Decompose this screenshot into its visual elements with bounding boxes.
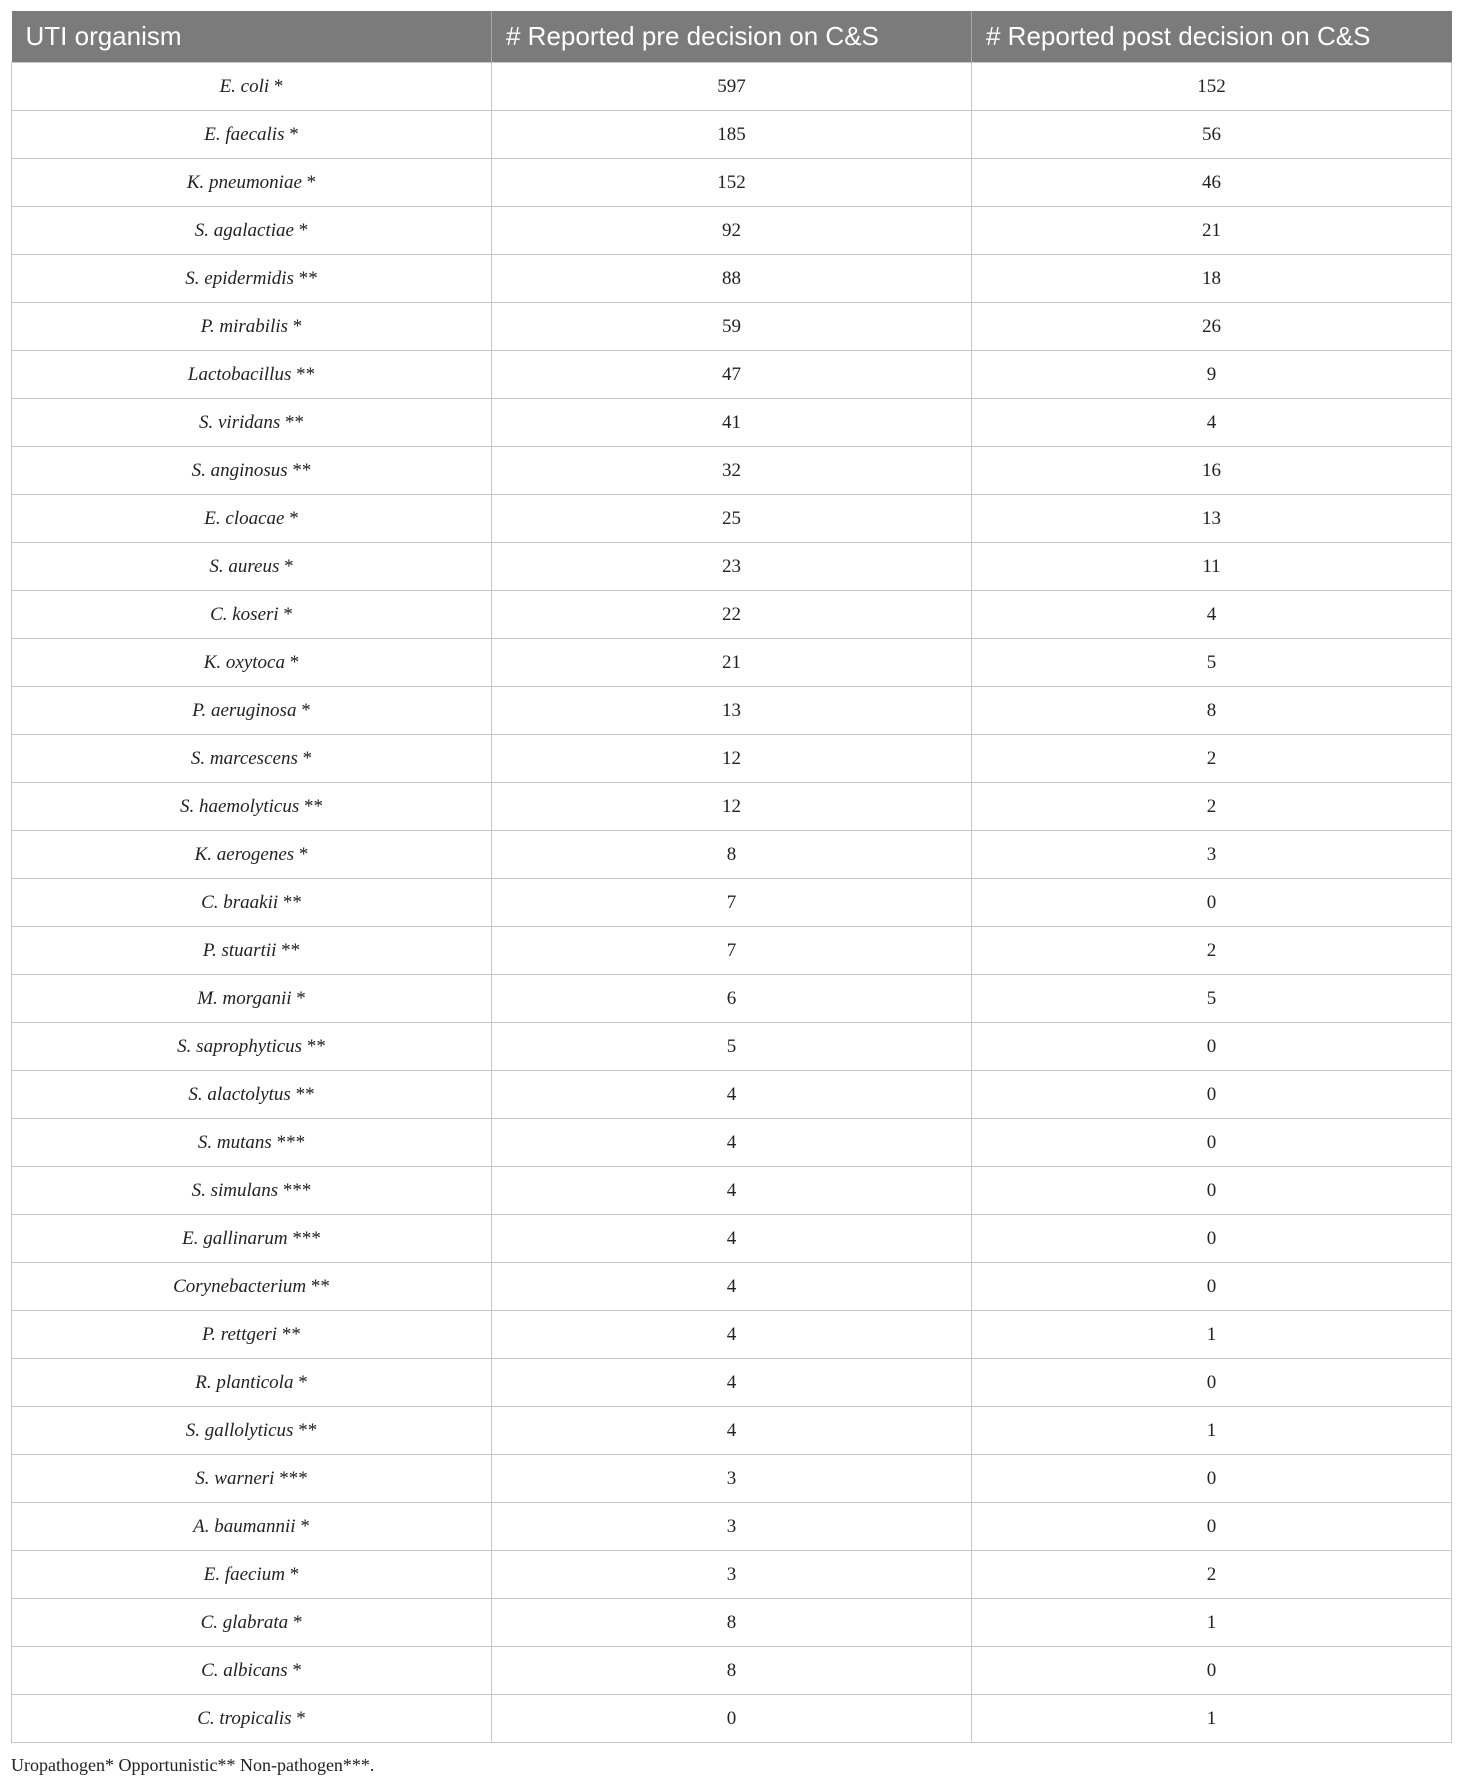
reported-post-cell: 152 [972,63,1452,111]
reported-pre-cell: 32 [492,447,972,495]
reported-post-cell: 2 [972,735,1452,783]
organism-class-mark: * [292,1611,303,1633]
reported-post-cell: 18 [972,255,1452,303]
reported-pre-cell: 3 [492,1455,972,1503]
organism-cell [12,1023,492,1071]
table-row [12,63,1452,111]
reported-post-cell: 16 [972,447,1452,495]
table-row [12,447,1452,495]
table-row [12,1695,1452,1743]
reported-pre-cell: 23 [492,543,972,591]
organism-cell [12,303,492,351]
reported-post-cell: 5 [972,975,1452,1023]
organism-class-mark: ** [296,363,316,385]
reported-post-cell: 3 [972,831,1452,879]
organism-cell [12,399,492,447]
table-row [12,1023,1452,1071]
organism-name: E. faecium [203,1563,285,1585]
table-row [12,1407,1452,1455]
reported-pre-cell: 8 [492,831,972,879]
reported-pre-cell: 7 [492,879,972,927]
reported-pre-cell: 3 [492,1551,972,1599]
organism-class-mark: * [292,315,303,337]
reported-pre-cell: 152 [492,159,972,207]
table-row [12,1647,1452,1695]
reported-post-cell: 4 [972,399,1452,447]
organism-cell [12,879,492,927]
organism-cell [12,1119,492,1167]
reported-post-cell: 11 [972,543,1452,591]
table-row [12,927,1452,975]
table-row [12,687,1452,735]
table-footnote: Uropathogen* Opportunistic** Non-pathogen***. [11,1755,375,1775]
organism-cell [12,1311,492,1359]
reported-post-cell: 26 [972,303,1452,351]
organism-class-mark: * [296,987,306,1009]
reported-post-cell: 0 [972,1503,1452,1551]
organism-cell [12,351,492,399]
organism-class-mark: * [292,1659,302,1681]
organism-cell [12,447,492,495]
reported-post-cell: 0 [972,1071,1452,1119]
organism-cell [12,1455,492,1503]
reported-pre-cell: 12 [492,783,972,831]
organism-cell [12,1263,492,1311]
organism-class-mark: *** [292,1227,321,1249]
organism-class-mark: ** [295,1083,315,1105]
organism-cell [12,1359,492,1407]
organism-cell [12,63,492,111]
organism-class-mark: * [298,843,309,865]
organism-cell [12,1215,492,1263]
organism-name: S. agalactiae [194,219,294,241]
organism-name: S. viridans [198,411,281,433]
organism-class-mark: ** [285,411,305,433]
table-row [12,1263,1452,1311]
organism-name: P. rettgeri [202,1323,278,1345]
organism-name: Lactobacillus [187,363,292,385]
reported-pre-cell: 4 [492,1071,972,1119]
reported-post-cell: 46 [972,159,1452,207]
reported-pre-cell: 6 [492,975,972,1023]
reported-pre-cell: 4 [492,1359,972,1407]
organism-name: S. epidermidis [185,267,294,289]
organism-class-mark: ** [304,795,323,817]
organism-name: S. marcescens [190,747,298,769]
reported-pre-cell: 21 [492,639,972,687]
organism-name: E. cloacae [204,507,285,529]
organism-name: E. coli [219,75,270,97]
reported-post-cell: 0 [972,879,1452,927]
organism-class-mark: ** [282,891,302,913]
organism-name: S. anginosus [191,459,288,481]
reported-pre-cell: 7 [492,927,972,975]
organism-class-mark: * [306,171,317,193]
organism-cell [12,1647,492,1695]
table-row [12,255,1452,303]
table-row [12,303,1452,351]
organism-name: E. faecalis [204,123,285,145]
reported-pre-cell: 8 [492,1599,972,1647]
organism-name: C. tropicalis [197,1707,292,1729]
organism-class-mark: * [284,555,294,577]
table-row [12,1551,1452,1599]
organism-class-mark: ** [281,1323,301,1345]
organism-name: S. haemolyticus [179,795,300,817]
organism-cell [12,1167,492,1215]
reported-pre-cell: 25 [492,495,972,543]
table-row [12,831,1452,879]
organism-cell [12,1551,492,1599]
organism-class-mark: *** [279,1467,308,1489]
reported-pre-cell: 4 [492,1311,972,1359]
reported-post-cell: 9 [972,351,1452,399]
organism-class-mark: *** [282,1179,312,1201]
reported-pre-cell: 47 [492,351,972,399]
table-row [12,159,1452,207]
header-uti-organism: UTI organism [12,11,492,63]
table-row [12,879,1452,927]
reported-pre-cell: 41 [492,399,972,447]
organism-name: P. aeruginosa [192,699,297,721]
organism-name: K. pneumoniae [186,171,302,193]
table-row [12,1311,1452,1359]
table-row [12,543,1452,591]
header-reported-pre: # Reported pre decision on C&S [492,11,972,63]
organism-cell [12,735,492,783]
reported-pre-cell: 4 [492,1407,972,1455]
organism-table-container [11,11,1451,1743]
table-row [12,1455,1452,1503]
organism-cell [12,831,492,879]
organism-name: S. mutans [197,1131,272,1153]
organism-name: A. baumannii [193,1515,296,1537]
reported-pre-cell: 88 [492,255,972,303]
header-reported-post: # Reported post decision on C&S [972,11,1452,63]
organism-cell [12,543,492,591]
reported-post-cell: 0 [972,1647,1452,1695]
table-row [12,639,1452,687]
organism-class-mark: * [289,1563,300,1585]
organism-class-mark: * [300,1515,310,1537]
table-row [12,495,1452,543]
table-row [12,1599,1452,1647]
table-row [12,111,1452,159]
organism-class-mark: * [301,699,311,721]
organism-class-mark: * [296,1707,306,1729]
organism-class-mark: * [289,651,300,673]
organism-cell [12,1071,492,1119]
table-row [12,1503,1452,1551]
reported-post-cell: 13 [972,495,1452,543]
reported-pre-cell: 4 [492,1119,972,1167]
organism-class-mark: ** [310,1275,330,1297]
organism-name: Corynebacterium [173,1275,307,1297]
table-row [12,783,1452,831]
reported-post-cell: 2 [972,783,1452,831]
organism-cell [12,687,492,735]
reported-pre-cell: 0 [492,1695,972,1743]
table-row [12,399,1452,447]
table-header-row [12,11,1452,63]
organism-cell [12,591,492,639]
table-row [12,1071,1452,1119]
table-row [12,207,1452,255]
organism-class-mark: * [298,219,309,241]
table-row [12,351,1452,399]
reported-post-cell: 4 [972,591,1452,639]
reported-post-cell: 1 [972,1695,1452,1743]
reported-post-cell: 0 [972,1167,1452,1215]
reported-post-cell: 5 [972,639,1452,687]
table-row [12,1119,1452,1167]
organism-name: S. aureus [209,555,280,577]
reported-pre-cell: 4 [492,1167,972,1215]
reported-pre-cell: 92 [492,207,972,255]
reported-post-cell: 2 [972,1551,1452,1599]
organism-name: C. koseri [210,603,279,625]
reported-post-cell: 0 [972,1119,1452,1167]
organism-cell [12,927,492,975]
reported-post-cell: 8 [972,687,1452,735]
reported-pre-cell: 8 [492,1647,972,1695]
organism-class-mark: * [289,123,299,145]
organism-name: P. stuartii [202,939,277,961]
table-row [12,735,1452,783]
reported-pre-cell: 3 [492,1503,972,1551]
organism-name: C. braakii [201,891,279,913]
reported-post-cell: 1 [972,1407,1452,1455]
reported-pre-cell: 59 [492,303,972,351]
reported-post-cell: 1 [972,1599,1452,1647]
organism-class-mark: * [302,747,313,769]
organism-class-mark: * [273,75,284,97]
reported-pre-cell: 12 [492,735,972,783]
organism-name: C. glabrata [200,1611,289,1633]
table-row [12,1359,1452,1407]
organism-name: S. simulans [191,1179,279,1201]
table-body [12,63,1452,1743]
table-row [12,975,1452,1023]
table-row [12,1167,1452,1215]
organism-class-mark: ** [292,459,312,481]
organism-class-mark: * [298,1371,308,1393]
reported-post-cell: 0 [972,1455,1452,1503]
reported-pre-cell: 4 [492,1263,972,1311]
reported-pre-cell: 185 [492,111,972,159]
organism-cell [12,975,492,1023]
reported-post-cell: 21 [972,207,1452,255]
organism-name: S. gallolyticus [185,1419,294,1441]
reported-pre-cell: 22 [492,591,972,639]
organism-cell [12,111,492,159]
organism-cell [12,495,492,543]
reported-pre-cell: 4 [492,1215,972,1263]
organism-cell [12,639,492,687]
organism-name: S. alactolytus [188,1083,291,1105]
organism-class-mark: *** [276,1131,306,1153]
organism-class-mark: ** [281,939,301,961]
reported-post-cell: 2 [972,927,1452,975]
organism-cell [12,1695,492,1743]
organism-class-mark: * [289,507,299,529]
reported-post-cell: 56 [972,111,1452,159]
organism-cell [12,1503,492,1551]
organism-class-mark: * [283,603,293,625]
table-row [12,1215,1452,1263]
reported-post-cell: 1 [972,1311,1452,1359]
organism-name: K. oxytoca [203,651,285,673]
organism-name: E. gallinarum [182,1227,288,1249]
reported-post-cell: 0 [972,1215,1452,1263]
organism-cell [12,159,492,207]
reported-post-cell: 0 [972,1359,1452,1407]
organism-cell [12,783,492,831]
organism-name: C. albicans [201,1659,288,1681]
organism-name: K. aerogenes [194,843,295,865]
organism-class-mark: ** [306,1035,326,1057]
reported-post-cell: 0 [972,1263,1452,1311]
organism-cell [12,255,492,303]
organism-name: P. mirabilis [200,315,289,337]
organism-class-mark: ** [298,1419,318,1441]
organism-cell [12,1407,492,1455]
table-row [12,591,1452,639]
organism-name: S. warneri [195,1467,275,1489]
organism-name: M. morganii [197,987,292,1009]
reported-pre-cell: 13 [492,687,972,735]
organism-cell [12,207,492,255]
organism-cell [12,1599,492,1647]
organism-class-mark: ** [298,267,318,289]
reported-post-cell: 0 [972,1023,1452,1071]
organism-name: R. planticola [195,1371,294,1393]
organism-name: S. saprophyticus [177,1035,303,1057]
organism-table [11,11,1452,1743]
reported-pre-cell: 5 [492,1023,972,1071]
reported-pre-cell: 597 [492,63,972,111]
